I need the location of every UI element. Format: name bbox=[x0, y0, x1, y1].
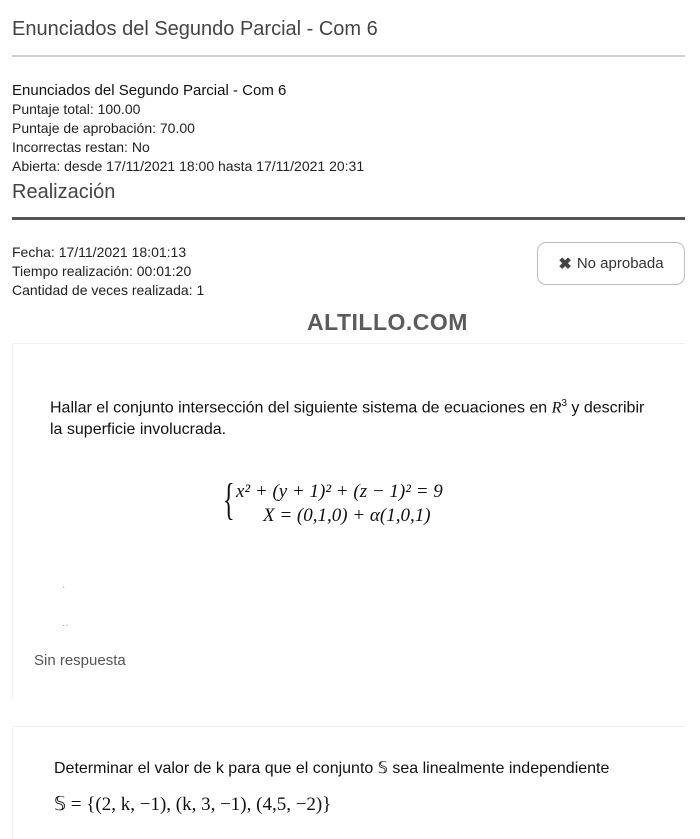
page-title: Enunciados del Segundo Parcial - Com 6 bbox=[12, 18, 378, 40]
question-1-text bbox=[50, 393, 650, 441]
section-divider bbox=[12, 217, 685, 220]
dot-icon: · bbox=[62, 582, 66, 593]
question-card-2 bbox=[12, 726, 685, 839]
status-label: No aprobada bbox=[576, 255, 664, 272]
section-title: Realización bbox=[12, 181, 116, 203]
exam-info bbox=[12, 81, 364, 176]
watermark: ALTILLO.COM bbox=[307, 309, 468, 335]
pass-score: Puntaje de aprobación: 70.00 bbox=[12, 120, 195, 136]
attempt-duration: Tiempo realización: 00:01:20 bbox=[12, 263, 192, 279]
header-divider bbox=[12, 55, 685, 57]
question-2-text: Determinar el valor de k para que el conjunto 𝕊 sea linealmente independiente bbox=[54, 760, 610, 777]
attempt-info bbox=[12, 243, 204, 300]
wrong-subtract: Incorrectas restan: No bbox=[12, 139, 150, 155]
question-1-text-start: Hallar el conjunto intersección del siguiente sistema de ecuaciones en bbox=[50, 399, 552, 417]
status-badge-button[interactable] bbox=[537, 242, 685, 285]
equation-2: X = (0,1,0) + α(1,0,1) bbox=[263, 505, 431, 526]
exam-title: Enunciados del Segundo Parcial - Com 6 bbox=[12, 82, 287, 99]
equation-1: x² + (y + 1)² + (z − 1)² = 9 bbox=[236, 481, 443, 502]
attempt-count: Cantidad de veces realizada: 1 bbox=[12, 282, 205, 298]
attempt-date: Fecha: 17/11/2021 18:01:13 bbox=[12, 244, 187, 260]
space-exponent: 3 bbox=[561, 398, 567, 409]
question-1-text-end: y describir la superficie involucrada. bbox=[50, 399, 645, 439]
open-window: Abierta: desde 17/11/2021 18:00 hasta 17/11/2021 20:31 bbox=[12, 158, 365, 174]
answer-status: Sin respuesta bbox=[34, 652, 126, 669]
brace-icon: { bbox=[223, 475, 235, 524]
dot-icon: ·· bbox=[62, 620, 69, 631]
close-icon: ✖ bbox=[558, 255, 572, 273]
total-score: Puntaje total: 100.00 bbox=[12, 101, 141, 117]
question-card-1 bbox=[12, 343, 685, 698]
set-definition: 𝕊 = {(2, k, −1), (k, 3, −1), (4,5, −2)} bbox=[54, 794, 332, 815]
space-symbol: R bbox=[551, 399, 562, 417]
